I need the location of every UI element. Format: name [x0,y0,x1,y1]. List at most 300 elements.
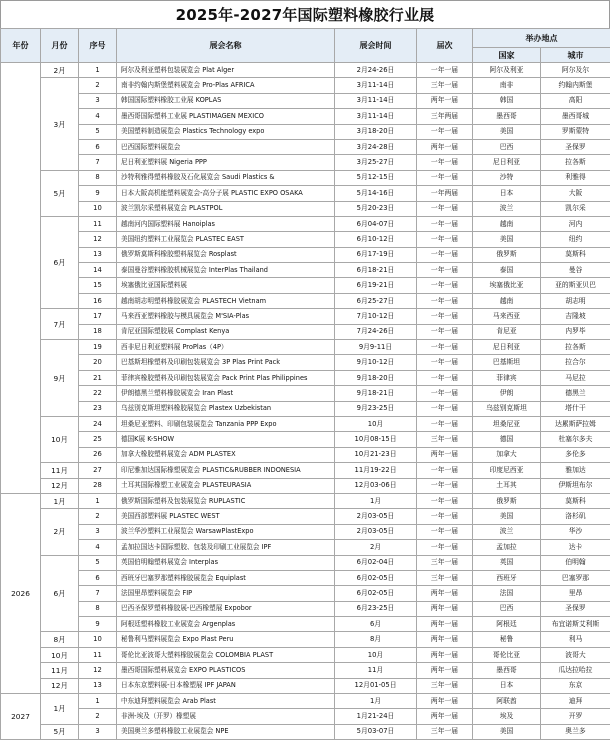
exhibition-date-cell: 9月18-21日 [335,386,417,401]
exhibition-name-cell: 韩国国际塑料橡胶工业展 KOPLAS [117,93,335,108]
month-cell: 9月 [41,340,79,417]
exhibition-name-cell: 泰国曼谷塑料橡胶机械展览会 InterPlas Thailand [117,263,335,278]
cycle-cell: 一年一届 [417,463,473,478]
exhibition-date-cell: 9月23-25日 [335,401,417,416]
month-cell: 10月 [41,416,79,462]
country-cell: 乌兹别克斯坦 [473,401,541,416]
city-cell: 利马 [541,632,610,647]
city-cell: 达卡 [541,540,610,555]
city-cell: 瓜达拉哈拉 [541,663,610,678]
country-cell: 波兰 [473,201,541,216]
country-cell: 俄罗斯 [473,247,541,262]
table-row [1,663,610,678]
country-cell: 阿尔及利亚 [473,63,541,78]
city-cell: 波哥大 [541,647,610,662]
country-cell: 日本 [473,186,541,201]
cycle-cell: 一年一届 [417,247,473,262]
number-cell: 16 [79,293,117,308]
city-cell: 迪拜 [541,694,610,709]
table-row [1,324,610,339]
table-row [1,555,610,570]
exhibition-date-cell: 3月24-28日 [335,139,417,154]
table-row [1,93,610,108]
exhibition-name-cell: 肯尼亚国际塑胶展 Complast Kenya [117,324,335,339]
number-cell: 7 [79,155,117,170]
exhibition-name-cell: 伊朗德黑兰塑料橡胶展览会 Iran Plast [117,386,335,401]
exhibition-name-cell: 日本大阪高机能塑料展览会-高分子展 PLASTIC EXPO OSAKA [117,186,335,201]
exhibition-name-cell: 马来西亚塑料橡胶与模具展览会 M'SIA-Plas [117,309,335,324]
country-cell: 越南 [473,293,541,308]
cycle-cell: 一年一届 [417,509,473,524]
exhibition-name-cell: 孟加拉国达卡国际塑胶、包装及印刷工业展览会 IPF [117,540,335,555]
table-row [1,586,610,601]
city-cell: 圣保罗 [541,139,610,154]
city-cell: 拉各斯 [541,340,610,355]
number-cell: 1 [79,694,117,709]
exhibition-date-cell: 7月10-12日 [335,309,417,324]
country-cell: 肯尼亚 [473,324,541,339]
city-cell: 伊斯坦布尔 [541,478,610,493]
cycle-cell: 两年一届 [417,139,473,154]
table-row [1,724,610,739]
exhibition-date-cell: 6月02-04日 [335,555,417,570]
exhibition-date-cell: 6月17-19日 [335,247,417,262]
number-cell: 10 [79,632,117,647]
page-title: 2025年-2027年国际塑料橡胶行业展 [0,0,610,28]
country-cell: 秘鲁 [473,632,541,647]
header-exhibition-name: 展会名称 [117,29,335,63]
city-cell: 阿尔及尔 [541,63,610,78]
table-row [1,632,610,647]
city-cell: 利雅得 [541,170,610,185]
city-cell: 杜塞尔多夫 [541,432,610,447]
table-row [1,63,610,78]
cycle-cell: 两年一届 [417,447,473,462]
exhibition-date-cell: 9月9-11日 [335,340,417,355]
exhibition-date-cell: 10月 [335,416,417,431]
number-cell: 1 [79,63,117,78]
exhibition-date-cell: 3月11-14日 [335,93,417,108]
city-cell: 伯明翰 [541,555,610,570]
cycle-cell: 一年一届 [417,355,473,370]
cycle-cell: 两年一届 [417,663,473,678]
exhibition-name-cell: 波兰华沙塑料工业展览会 WarsawPlastExpo [117,524,335,539]
number-cell: 6 [79,139,117,154]
city-cell: 内罗毕 [541,324,610,339]
table-row [1,601,610,616]
number-cell: 10 [79,201,117,216]
exhibition-date-cell: 6月19-21日 [335,278,417,293]
city-cell: 胡志明 [541,293,610,308]
exhibition-name-cell: 坦桑尼亚塑料、印刷包装展览会 Tanzania PPP Expo [117,416,335,431]
cycle-cell: 三年两届 [417,109,473,124]
city-cell: 亚的斯亚贝巴 [541,278,610,293]
exhibition-name-cell: 波兰凯尔采塑料展览会 PLASTPOL [117,201,335,216]
country-cell: 美国 [473,124,541,139]
table-row [1,478,610,493]
month-cell: 2月 [41,509,79,555]
exhibition-date-cell: 1月21-24日 [335,709,417,724]
number-cell: 7 [79,586,117,601]
cycle-cell: 两年一届 [417,617,473,632]
cycle-cell: 一年一届 [417,386,473,401]
city-cell: 河内 [541,216,610,231]
city-cell: 大阪 [541,186,610,201]
table-row [1,278,610,293]
exhibition-name-cell: 阿根廷塑料橡胶工业展览会 Argenplas [117,617,335,632]
month-cell: 12月 [41,678,79,693]
country-cell: 德国 [473,432,541,447]
cycle-cell: 两年一届 [417,93,473,108]
exhibition-date-cell: 6月25-27日 [335,293,417,308]
city-cell: 巴塞罗那 [541,570,610,585]
exhibition-name-cell: 美国塑料制造展览会 Plastics Technology expo [117,124,335,139]
cycle-cell: 一年一届 [417,278,473,293]
number-cell: 6 [79,570,117,585]
number-cell: 4 [79,540,117,555]
number-cell: 2 [79,509,117,524]
table-row [1,447,610,462]
cycle-cell: 一年一届 [417,524,473,539]
country-cell: 巴西 [473,601,541,616]
country-cell: 尼日利亚 [473,340,541,355]
number-cell: 11 [79,647,117,662]
exhibition-name-cell: 越南胡志明塑料橡胶展览会 PLASTECH Vietnam [117,293,335,308]
exhibition-date-cell: 6月04-07日 [335,216,417,231]
month-cell: 3月 [41,78,79,170]
exhibition-name-cell: 俄罗斯国际塑料及包装展览会 RUPLASTIC [117,493,335,508]
city-cell: 凯尔采 [541,201,610,216]
table-row [1,232,610,247]
number-cell: 3 [79,724,117,739]
country-cell: 加拿大 [473,447,541,462]
exhibition-name-cell: 土耳其国际橡塑工业展览会 PLASTEURASIA [117,478,335,493]
country-cell: 伊朗 [473,386,541,401]
table-row [1,401,610,416]
exhibition-date-cell: 3月11-14日 [335,78,417,93]
cycle-cell: 三年一届 [417,555,473,570]
exhibition-name-cell: 阿尔及利亚塑料包装展览会 Plat Alger [117,63,335,78]
number-cell: 14 [79,263,117,278]
number-cell: 11 [79,216,117,231]
exhibition-date-cell: 9月10-12日 [335,355,417,370]
cycle-cell: 两年一届 [417,709,473,724]
city-cell: 奥兰多 [541,724,610,739]
cycle-cell: 两年一届 [417,586,473,601]
cycle-cell: 一年两届 [417,186,473,201]
header-venue: 举办地点 [473,29,610,48]
exhibition-date-cell: 9月18-20日 [335,370,417,385]
table-row [1,109,610,124]
exhibition-name-cell: 中东迪拜塑料展览会 Arab Plast [117,694,335,709]
cycle-cell: 两年一届 [417,647,473,662]
header-exhibition-date: 展会时间 [335,29,417,63]
cycle-cell: 一年一届 [417,309,473,324]
exhibition-name-cell: 巴西圣保罗塑料橡胶展-巴西橡塑展 Expobor [117,601,335,616]
exhibition-name-cell: 菲律宾橡胶塑料及印刷包装展览会 Pack Print Plas Philippines [117,370,335,385]
city-cell: 罗斯蒙特 [541,124,610,139]
exhibition-name-cell: 墨西哥国际塑料展览会 EXPO PLASTICOS [117,663,335,678]
table-row [1,493,610,508]
city-cell: 东京 [541,678,610,693]
exhibition-date-cell: 11月19-22日 [335,463,417,478]
exhibition-date-cell: 6月 [335,617,417,632]
cycle-cell: 一年一届 [417,493,473,508]
exhibition-date-cell: 6月02-05日 [335,570,417,585]
cycle-cell: 三年一届 [417,678,473,693]
exhibition-date-cell: 11月 [335,663,417,678]
number-cell: 1 [79,493,117,508]
city-cell: 莫斯科 [541,493,610,508]
number-cell: 12 [79,663,117,678]
cycle-cell: 一年一届 [417,478,473,493]
exhibition-name-cell: 印尼雅加达国际橡塑展览会 PLASTIC&RUBBER INDONESIA [117,463,335,478]
country-cell: 日本 [473,678,541,693]
month-cell: 7月 [41,309,79,340]
exhibition-date-cell: 5月20-23日 [335,201,417,216]
table-row [1,463,610,478]
year-cell: 2026 [1,493,41,693]
month-cell: 1月 [41,694,79,725]
cycle-cell: 两年一届 [417,601,473,616]
country-cell: 坦桑尼亚 [473,416,541,431]
cycle-cell: 两年一届 [417,694,473,709]
exhibition-date-cell: 2月03-05日 [335,524,417,539]
country-cell: 泰国 [473,263,541,278]
exhibition-name-cell: 沙特利雅得塑料橡胶及石化展览会 Saudi Plastics & [117,170,335,185]
month-cell: 8月 [41,632,79,647]
exhibition-date-cell: 6月10-12日 [335,232,417,247]
exhibition-date-cell: 1月 [335,493,417,508]
month-cell: 12月 [41,478,79,493]
city-cell: 开罗 [541,709,610,724]
cycle-cell: 一年一届 [417,324,473,339]
month-cell: 10月 [41,647,79,662]
city-cell: 华沙 [541,524,610,539]
exhibition-date-cell: 6月23-25日 [335,601,417,616]
cycle-cell: 三年一届 [417,78,473,93]
exhibition-date-cell: 12月03-06日 [335,478,417,493]
exhibition-date-cell: 5月12-15日 [335,170,417,185]
table-row [1,170,610,185]
table-row [1,617,610,632]
month-cell: 5月 [41,170,79,216]
exhibition-date-cell: 2月03-05日 [335,509,417,524]
city-cell: 塔什干 [541,401,610,416]
number-cell: 8 [79,601,117,616]
table-row [1,186,610,201]
year-cell: 2027 [1,694,41,740]
exhibition-date-cell: 3月18-20日 [335,124,417,139]
city-cell: 马尼拉 [541,370,610,385]
cycle-cell: 一年一届 [417,293,473,308]
country-cell: 越南 [473,216,541,231]
city-cell: 雅加达 [541,463,610,478]
number-cell: 2 [79,709,117,724]
exhibition-date-cell: 3月11-14日 [335,109,417,124]
number-cell: 17 [79,309,117,324]
table-row [1,247,610,262]
country-cell: 埃塞俄比亚 [473,278,541,293]
number-cell: 23 [79,401,117,416]
table-row [1,78,610,93]
month-cell: 2月 [41,63,79,78]
table-row [1,709,610,724]
header-month: 月份 [41,29,79,63]
country-cell: 印度尼西亚 [473,463,541,478]
country-cell: 西班牙 [473,570,541,585]
country-cell: 波兰 [473,524,541,539]
country-cell: 美国 [473,232,541,247]
city-cell: 高阳 [541,93,610,108]
cycle-cell: 一年一届 [417,201,473,216]
city-cell: 拉各斯 [541,155,610,170]
city-cell: 吉隆坡 [541,309,610,324]
city-cell: 多伦多 [541,447,610,462]
cycle-cell: 一年一届 [417,216,473,231]
number-cell: 3 [79,93,117,108]
exhibition-name-cell: 墨西哥国际塑料工业展 PLASTIMAGEN MEXICO [117,109,335,124]
exhibition-name-cell: 巴基斯坦橡塑料及印刷包装展览会 3P Plas Print Pack [117,355,335,370]
city-cell: 里昂 [541,586,610,601]
exhibition-date-cell: 1月 [335,694,417,709]
exhibition-date-cell: 6月18-21日 [335,263,417,278]
table-row [1,524,610,539]
month-cell: 11月 [41,663,79,678]
table-row [1,432,610,447]
number-cell: 18 [79,324,117,339]
country-cell: 巴基斯坦 [473,355,541,370]
table-row [1,201,610,216]
country-cell: 哥伦比亚 [473,647,541,662]
country-cell: 埃及 [473,709,541,724]
table-row [1,355,610,370]
table-row [1,509,610,524]
table-row [1,540,610,555]
city-cell: 约翰内斯堡 [541,78,610,93]
number-cell: 9 [79,186,117,201]
cycle-cell: 一年一届 [417,155,473,170]
country-cell: 阿根廷 [473,617,541,632]
table-row [1,678,610,693]
table-row [1,139,610,154]
exhibition-name-cell: 埃塞俄比亚国际塑料展 [117,278,335,293]
city-cell: 莫斯科 [541,247,610,262]
city-cell: 洛杉矶 [541,509,610,524]
month-cell: 1月 [41,493,79,508]
exhibition-name-cell: 美国西部塑料展 PLASTEC WEST [117,509,335,524]
cycle-cell: 两年一届 [417,632,473,647]
city-cell: 纽约 [541,232,610,247]
city-cell: 曼谷 [541,263,610,278]
exhibition-date-cell: 7月24-26日 [335,324,417,339]
exhibition-name-cell: 巴西国际塑料展览会 [117,139,335,154]
city-cell: 圣保罗 [541,601,610,616]
exhibition-name-cell: 非洲-埃及（开罗）橡塑展 [117,709,335,724]
country-cell: 土耳其 [473,478,541,493]
month-cell: 6月 [41,555,79,632]
exhibition-table [0,28,610,740]
country-cell: 韩国 [473,93,541,108]
exhibition-date-cell: 3月25-27日 [335,155,417,170]
cycle-cell: 一年一届 [417,63,473,78]
cycle-cell: 一年一届 [417,401,473,416]
number-cell: 4 [79,109,117,124]
exhibition-date-cell: 8月 [335,632,417,647]
number-cell: 28 [79,478,117,493]
country-cell: 沙特 [473,170,541,185]
exhibition-name-cell: 俄罗斯莫斯科橡胶塑料展览会 Rosplast [117,247,335,262]
country-cell: 英国 [473,555,541,570]
city-cell: 拉合尔 [541,355,610,370]
exhibition-date-cell: 10月08-15日 [335,432,417,447]
table-row [1,570,610,585]
table-row [1,370,610,385]
exhibition-name-cell: 日本东京塑料展-日本橡塑展 IPF JAPAN [117,678,335,693]
exhibition-name-cell: 越南河内国际塑料展 Hanoiplas [117,216,335,231]
exhibition-name-cell: 尼日利亚塑料展 Nigeria PPP [117,155,335,170]
city-cell: 布宜诺斯艾利斯 [541,617,610,632]
exhibition-name-cell: 哥伦比亚波哥大塑料橡胶展览会 COLOMBIA PLAST [117,647,335,662]
table-body [1,63,610,740]
cycle-cell: 一年一届 [417,540,473,555]
header-cycle: 届次 [417,29,473,63]
exhibition-name-cell: 德国K展 K-SHOW [117,432,335,447]
table-row [1,386,610,401]
cycle-cell: 一年一届 [417,124,473,139]
table-row [1,309,610,324]
exhibition-name-cell: 南非约翰内斯堡塑料展览会 Pro-Plas AFRICA [117,78,335,93]
number-cell: 15 [79,278,117,293]
exhibition-date-cell: 5月03-07日 [335,724,417,739]
number-cell: 26 [79,447,117,462]
exhibition-name-cell: 秘鲁利马塑料展览会 Expo Plast Peru [117,632,335,647]
month-cell: 5月 [41,724,79,739]
exhibition-name-cell: 西班牙巴塞罗那塑料橡胶展览会 Equiplast [117,570,335,585]
city-cell: 墨西哥城 [541,109,610,124]
country-cell: 菲律宾 [473,370,541,385]
table-row [1,340,610,355]
exhibition-name-cell: 美国纽约塑料工业展览会 PLASTEC EAST [117,232,335,247]
country-cell: 马来西亚 [473,309,541,324]
number-cell: 8 [79,170,117,185]
cycle-cell: 三年一届 [417,724,473,739]
exhibition-name-cell: 乌兹别克斯坦塑料橡胶展览会 Plastex Uzbekistan [117,401,335,416]
number-cell: 9 [79,617,117,632]
cycle-cell: 三年一届 [417,432,473,447]
country-cell: 阿联酋 [473,694,541,709]
city-cell: 德黑兰 [541,386,610,401]
exhibition-date-cell: 10月 [335,647,417,662]
number-cell: 5 [79,555,117,570]
exhibition-name-cell: 法国里昂塑料展览会 FIP [117,586,335,601]
cycle-cell: 三年一届 [417,570,473,585]
number-cell: 12 [79,232,117,247]
number-cell: 5 [79,124,117,139]
exhibition-name-cell: 西非尼日利亚塑料展 ProPlas（4P） [117,340,335,355]
exhibition-date-cell: 2月24-26日 [335,63,417,78]
cycle-cell: 一年一届 [417,232,473,247]
table-row [1,694,610,709]
cycle-cell: 一年一届 [417,370,473,385]
country-cell: 法国 [473,586,541,601]
number-cell: 13 [79,247,117,262]
table-row [1,216,610,231]
table-row [1,647,610,662]
month-cell: 6月 [41,216,79,308]
country-cell: 美国 [473,509,541,524]
country-cell: 俄罗斯 [473,493,541,508]
